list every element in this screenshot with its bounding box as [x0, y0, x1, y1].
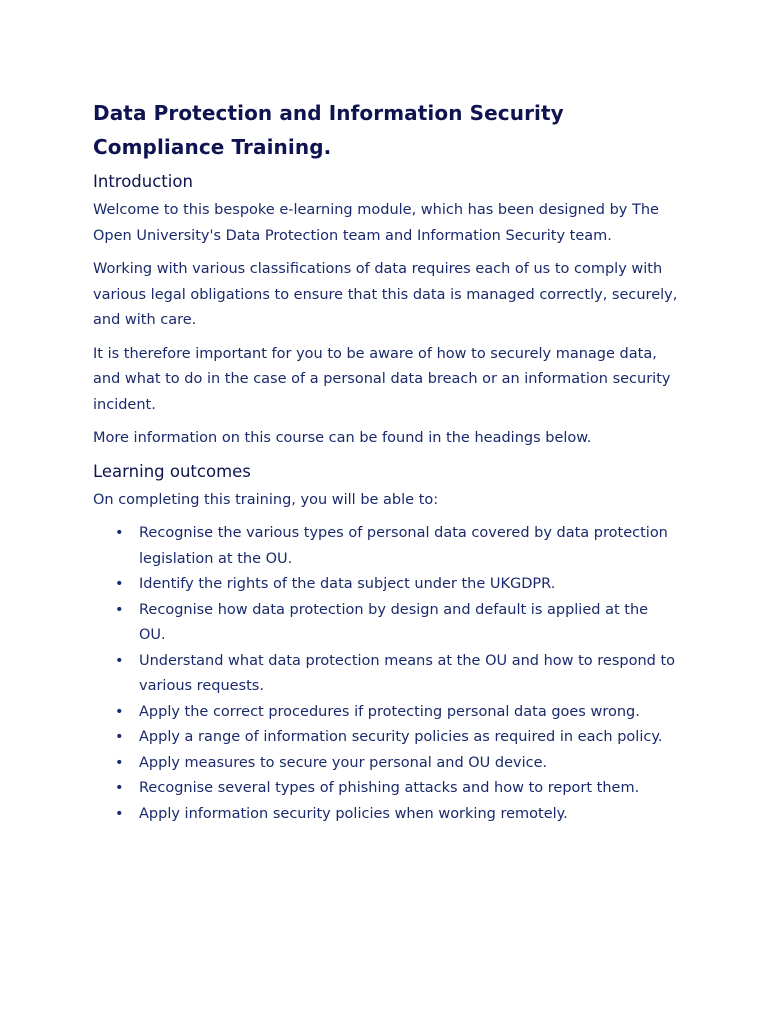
bullet-icon: • [115, 652, 124, 669]
learning-outcomes-list [93, 521, 678, 827]
list-item [115, 776, 678, 802]
list-item [115, 751, 678, 777]
list-item [115, 700, 678, 726]
introduction-heading: Introduction [93, 172, 193, 191]
bullet-icon: • [115, 525, 124, 541]
bullet-icon: • [115, 576, 124, 592]
intro-paragraph-2: Working with various classifications of data requires each of us to comply with various legal obligations to ensure that this data is managed correctly, securely, and with care. [93, 261, 678, 328]
list-item [115, 802, 678, 828]
list-item-text: Understand what data protection means at the OU and how to respond to various requests. [139, 652, 676, 694]
list-item [115, 572, 678, 598]
list-item-text: Apply the correct procedures if protecting personal data goes wrong. [139, 703, 640, 720]
list-item-text: Apply a range of information security policies as required in each policy. [139, 729, 663, 745]
document-title [93, 96, 678, 164]
intro-paragraph-4: More information on this course can be found in the headings below. [93, 430, 592, 446]
bullet-icon: • [115, 703, 124, 720]
list-item [115, 725, 678, 751]
learning-outcomes-intro: On completing this training, you will be able to: [93, 491, 439, 508]
list-item-text: Apply measures to secure your personal and OU device. [139, 754, 548, 771]
intro-paragraph-1: Welcome to this bespoke e-learning module, which has been designed by The Open University's Data Protection team and Information Security team. [93, 202, 659, 244]
bullet-icon: • [115, 754, 124, 771]
list-item-text: Recognise how data protection by design and default is applied at the OU. [139, 601, 649, 643]
bullet-icon: • [115, 780, 124, 796]
list-item [115, 649, 678, 700]
document-title-line-2: Compliance Training. [93, 135, 332, 159]
bullet-icon: • [115, 601, 124, 618]
list-item-text: Recognise the various types of personal data covered by data protection legislation at the OU. [139, 525, 668, 567]
bullet-icon: • [115, 729, 124, 745]
intro-paragraph-3: It is therefore important for you to be aware of how to securely manage data, and what to do in the case of a personal data breach or an information security incident. [93, 345, 671, 413]
list-item-text: Apply information security policies when working remotely. [139, 805, 568, 822]
list-item [115, 598, 678, 649]
list-item-text: Recognise several types of phishing attacks and how to report them. [139, 780, 640, 796]
list-item [115, 521, 678, 572]
bullet-icon: • [115, 805, 124, 822]
document-title-line-1: Data Protection and Information Security [93, 101, 564, 125]
learning-outcomes-heading: Learning outcomes [93, 461, 251, 481]
list-item-text: Identify the rights of the data subject under the UKGDPR. [139, 576, 556, 592]
